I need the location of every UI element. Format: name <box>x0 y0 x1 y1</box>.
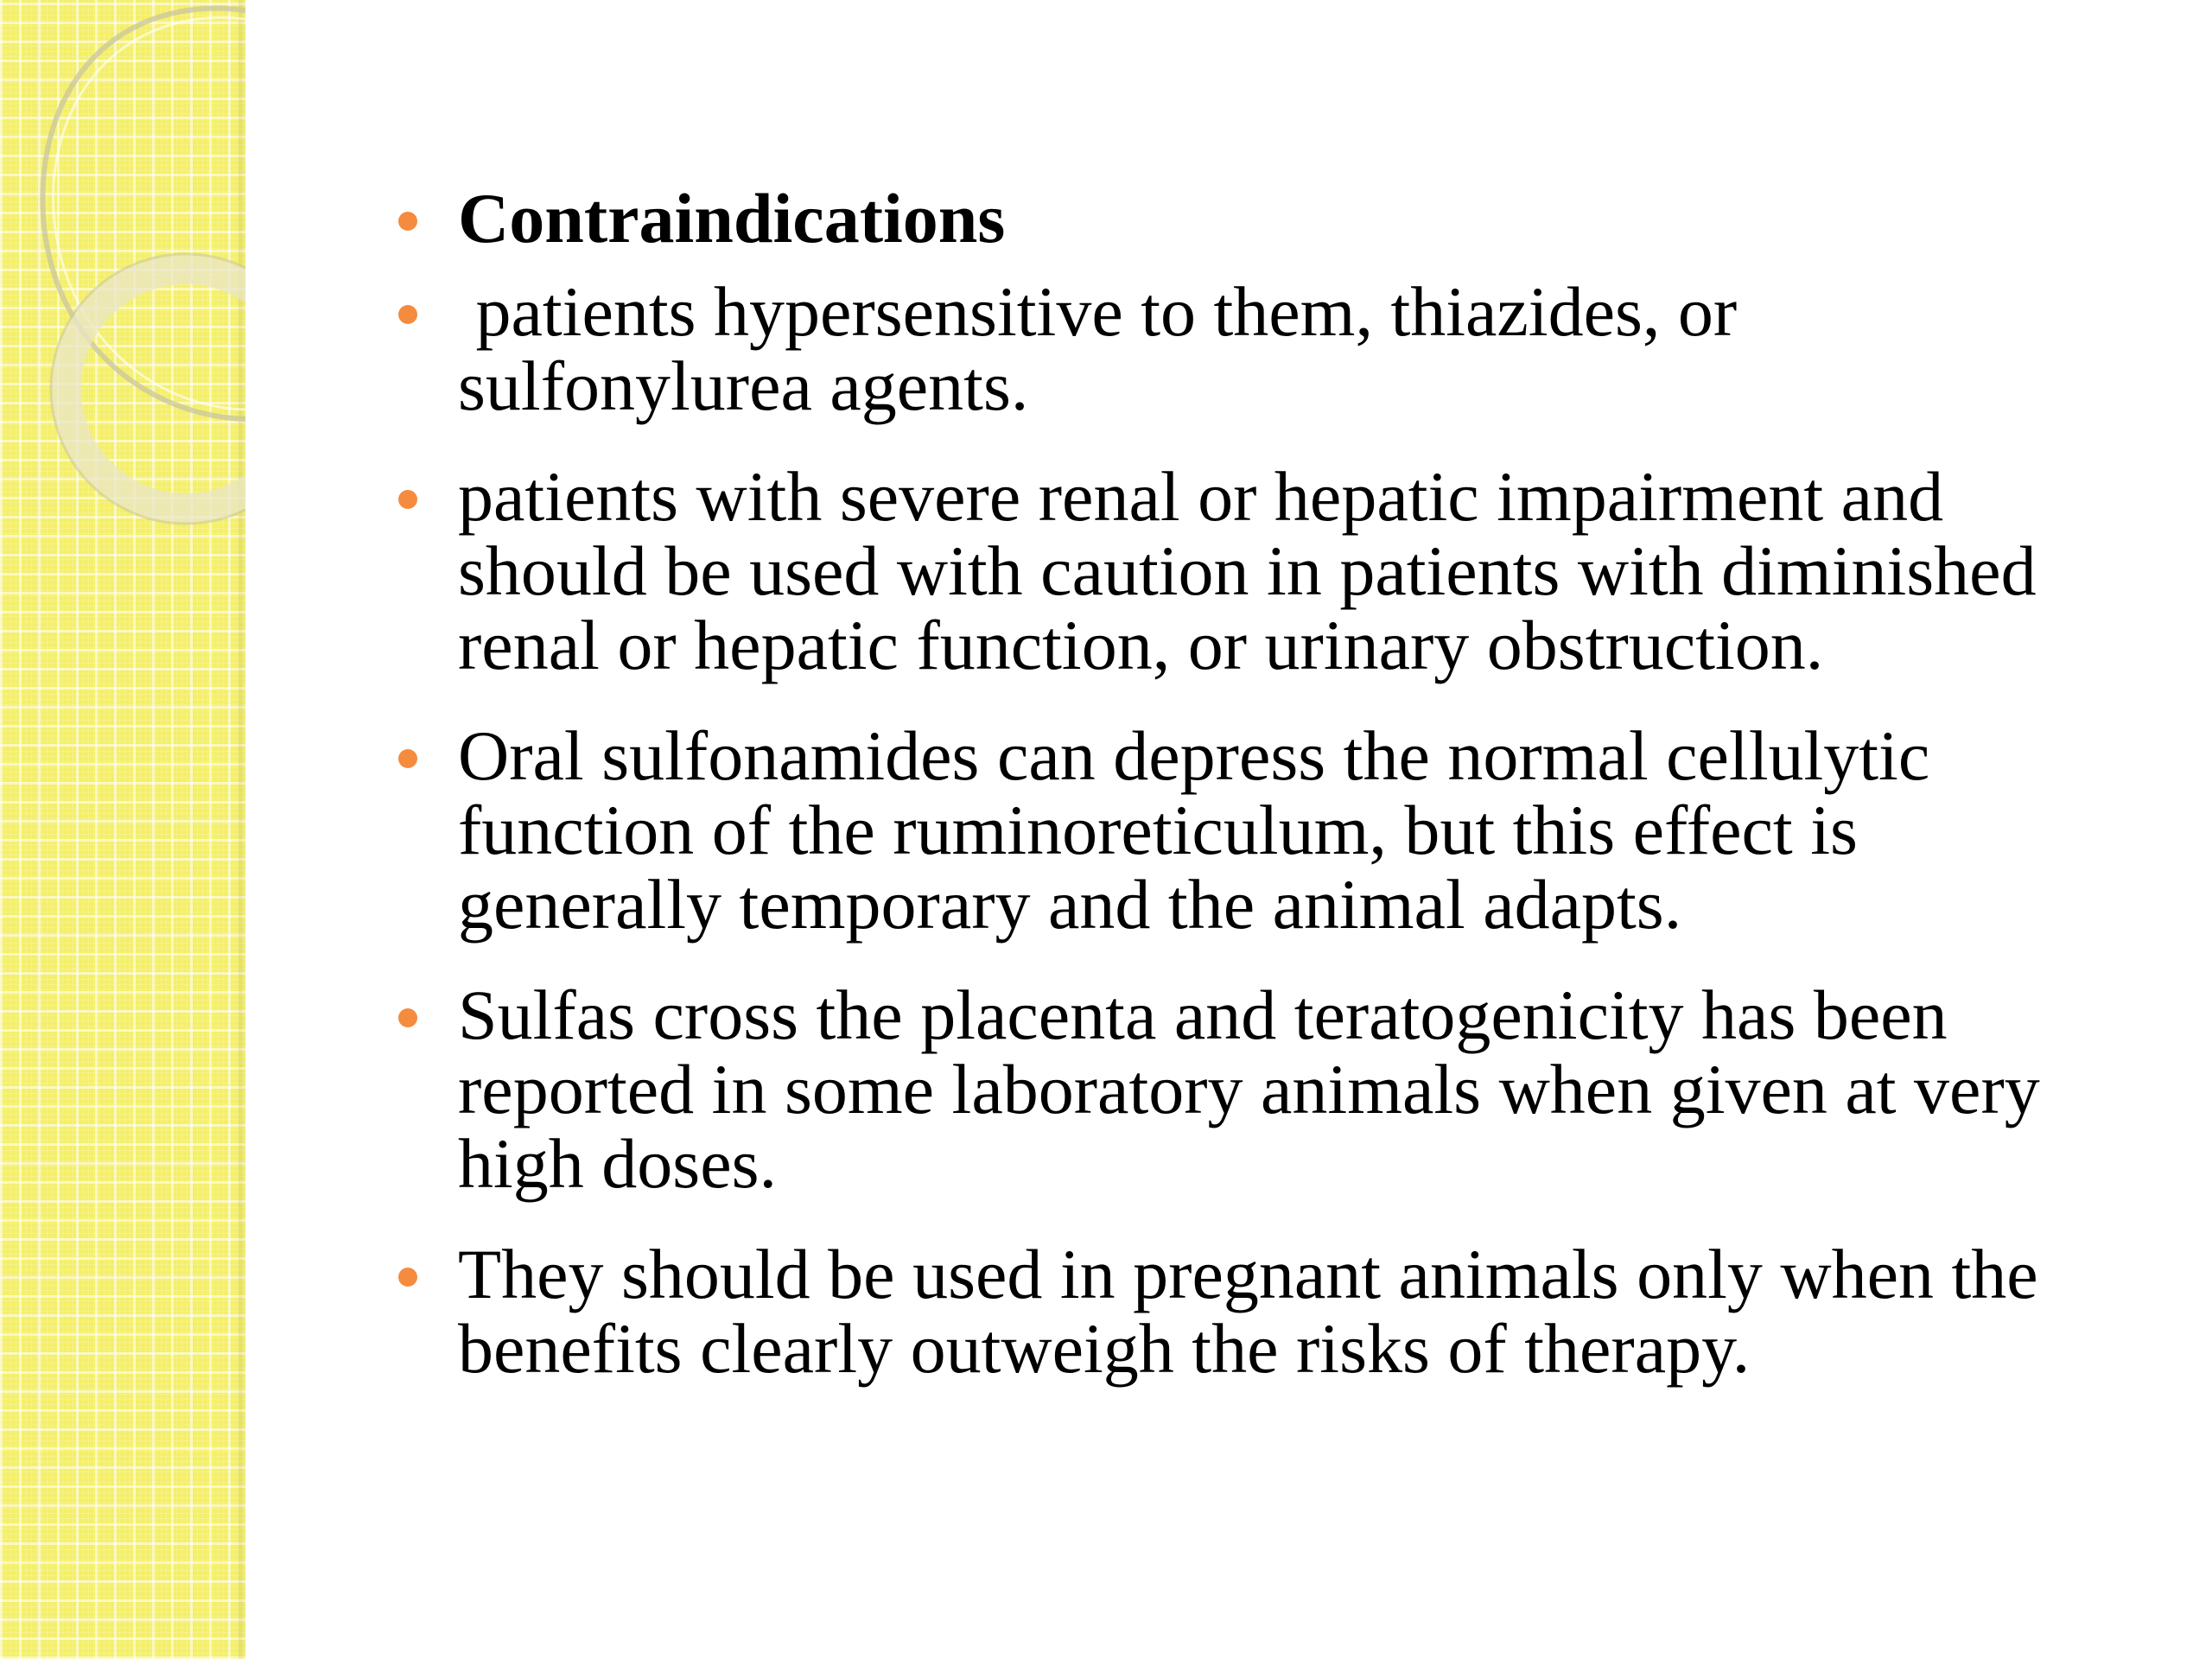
small-ring <box>67 270 245 508</box>
bullet-dot-icon <box>398 305 417 324</box>
decorative-rings <box>0 0 245 553</box>
bullet-text: patients with severe renal or hepatic impairment and should be used with caution in patients with diminished renal or hepatic function, or urinary obstruction. <box>458 457 2037 684</box>
bullet-dot-icon <box>398 490 417 509</box>
bullet-dot-icon <box>398 1008 417 1027</box>
bullet-item <box>389 716 2100 944</box>
bullet-text: Contraindications <box>458 179 1006 257</box>
bullet-text: Sulfas cross the placenta and teratogenicity has been reported in some laboratory animals when given at very high doses. <box>458 976 2040 1203</box>
bullet-list <box>389 181 2100 1386</box>
bullet-dot-icon <box>398 1268 417 1287</box>
bullet-text: patients hypersensitive to them, thiazides, or sulfonylurea agents. <box>458 272 1755 425</box>
slide-body <box>389 181 2100 1422</box>
bullet-item-heading <box>389 181 2100 256</box>
bullet-dot-icon <box>398 212 417 231</box>
bullet-text: They should be used in pregnant animals only when the benefits clearly outweigh the risks of therapy. <box>458 1235 2038 1388</box>
bullet-item <box>389 457 2100 684</box>
bullet-item <box>389 1237 2100 1386</box>
bullet-text: Oral sulfonamides can depress the normal cellulytic function of the ruminoreticulum, but this effect is generally temporary and the animal adapts. <box>458 716 1930 944</box>
bullet-item <box>389 272 2100 425</box>
bullet-dot-icon <box>398 749 417 768</box>
bullet-item <box>389 978 2100 1201</box>
